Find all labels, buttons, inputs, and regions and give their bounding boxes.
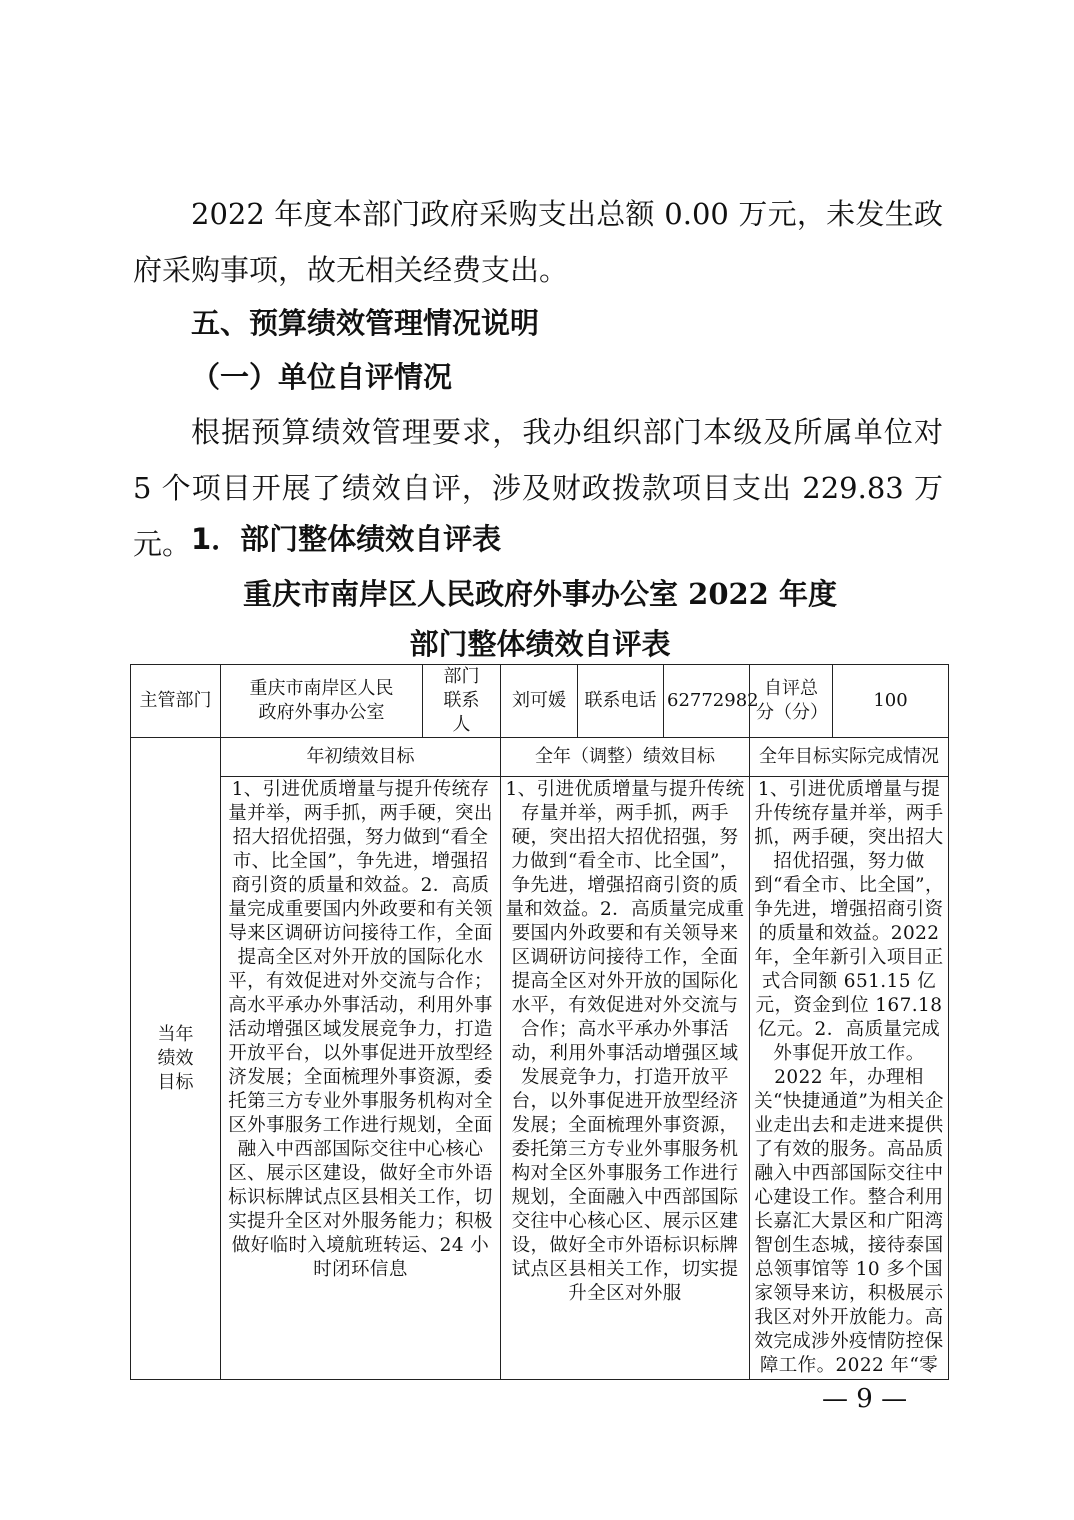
table-heading: 1．部门整体绩效自评表 — [191, 522, 502, 556]
phone-label: 联系电话 — [578, 665, 664, 738]
row-label: 当年绩效目标 — [131, 738, 221, 1380]
self-eval-paragraph: 根据预算绩效管理要求，我办组织部门本级及所属单位对 5 个项目开展了绩效自评，涉及财政拨款项目支出 229.83 万元。 — [133, 415, 943, 561]
column-actual: 全年目标实际完成情况 — [750, 738, 949, 777]
column-initial-goal: 年初绩效目标 — [221, 738, 501, 777]
goal-row — [131, 777, 949, 1380]
section-five-heading: 五、预算绩效管理情况说明 — [191, 306, 540, 340]
subsection-one-heading: （一）单位自评情况 — [191, 360, 453, 394]
contact-value: 刘可媛 — [501, 665, 578, 738]
page-number: — 9 — — [822, 1384, 908, 1414]
column-header-row — [131, 738, 949, 777]
actual-text: 1、引进优质增量与提升传统存量并举，两手抓，两手硬，突出招大招优招强，努力做到“看全市、比全国”，争先进，增强招商引资的质量和效益。2022 年，全年新引入项目正式合同额 651.15 亿元，资金到位 167.18 亿元。2．高质量完成外事促开放工作。2022 年，办理相关“快捷通道”为相关企业走出去和走进来提供了有效的服务。高品质融入中西部国际交往中心建设工作。整合利用长嘉汇大景区和广阳湾智创生态城，接待泰国总领事馆等 10 多个国家领导来访，积极展示我区对外开放能力。高效完成涉外疫情防控保障工作。2022 年“零 — [750, 777, 949, 1380]
table-title-line1: 重庆市南岸区人民政府外事办公室 2022 年度 — [243, 577, 837, 611]
dept-label: 主管部门 — [131, 665, 221, 738]
contact-label: 部门联系人 — [423, 665, 501, 738]
score-label: 自评总分（分） — [750, 665, 833, 738]
adjusted-goal-text: 1、引进优质增量与提升传统存量并举，两手抓，两手硬，突出招大招优招强，努力做到“看全市、比全国”，争先进，增强招商引资的质量和效益。2．高质量完成重要国内外政要和有关领导来区调研访问接待工作，全面提高全区对外开放的国际化水平，有效促进对外交流与合作；高水平承办外事活动，利用外事活动增强区域发展竞争力，打造开放平台，以外事促进开放型经济发展；全面梳理外事资源，委托第三方专业外事服务机构对全区外事服务工作进行规划，全面融入中西部国际交往中心核心区、展示区建设，做好全市外语标识标牌试点区县相关工作，切实提升全区对外服 — [501, 777, 750, 1380]
procurement-paragraph: 2022 年度本部门政府采购支出总额 0.00 万元，未发生政府采购事项，故无相关经费支出。 — [133, 197, 943, 287]
table-title-line2: 部门整体绩效自评表 — [409, 627, 671, 661]
header-row — [131, 665, 949, 738]
performance-table — [130, 664, 949, 1380]
score-value: 100 — [833, 665, 949, 738]
dept-value: 重庆市南岸区人民政府外事办公室 — [221, 665, 423, 738]
initial-goal-text: 1、引进优质增量与提升传统存量并举，两手抓，两手硬，突出招大招优招强，努力做到“看全市、比全国”，争先进，增强招商引资的质量和效益。2．高质量完成重要国内外政要和有关领导来区调研访问接待工作，全面提高全区对外开放的国际化水平，有效促进对外交流与合作；高水平承办外事活动，利用外事活动增强区域发展竞争力，打造开放平台，以外事促进开放型经济发展；全面梳理外事资源，委托第三方专业外事服务机构对全区外事服务工作进行规划，全面融入中西部国际交往中心核心区、展示区建设，做好全市外语标识标牌试点区县相关工作，切实提升全区对外服务能力；积极做好临时入境航班转运、24 小时闭环信息 — [221, 777, 501, 1380]
column-adjusted-goal: 全年（调整）绩效目标 — [501, 738, 750, 777]
phone-value: 62772982 — [664, 665, 750, 738]
